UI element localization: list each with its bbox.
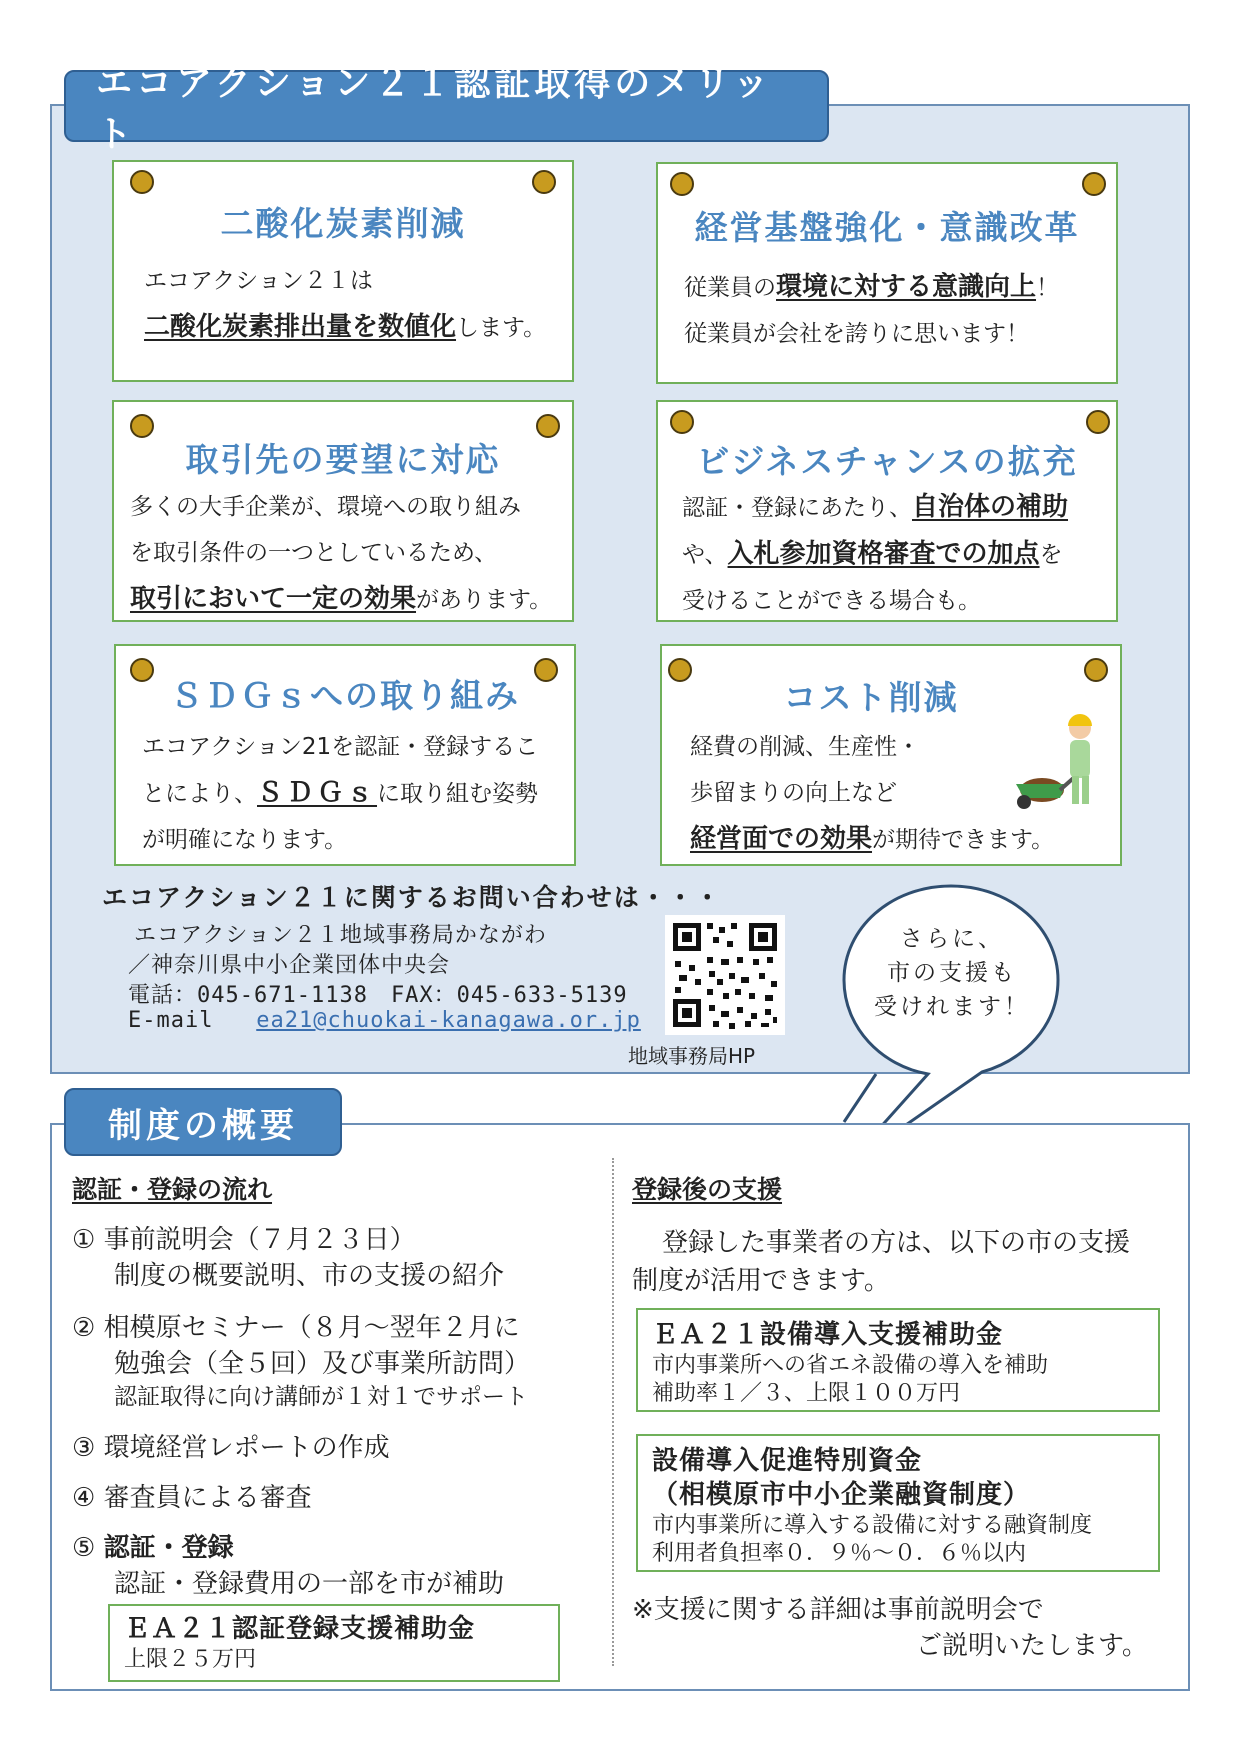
card-title: 取引先の要望に対応 [185,440,501,479]
card-emphasis: 経営面での効果 [690,824,873,854]
support-box-equipment-grant [636,1308,1160,1412]
card-text: 経費の削減、生産性・ [690,734,920,760]
card-text: が明確になります。 [142,827,348,853]
step-2 [72,1310,530,1412]
step-number: ③ [72,1433,96,1463]
card-text: 多くの大手企業が、環境への取り組み [130,494,521,520]
column-divider [612,1158,614,1666]
contact-org2: ／神奈川県中小企業団体中央会 [128,953,451,978]
card-text: を取引条件の一つとしているため、 [130,540,498,566]
card-text: エコアクション21を認証・登録するこ [142,734,539,760]
card-text: エコアクション２１は [144,268,373,294]
bubble-tail-overlap [836,1072,896,1132]
card-body [684,264,1059,357]
bubble-line: 受けれます！ [874,994,1030,1020]
card-title: ビジネスチャンスの拡充 [696,442,1078,481]
support-intro-line: 制度が活用できます。 [632,1266,890,1296]
contact-email-row [128,1008,641,1033]
step-number: ④ [72,1483,96,1513]
pin-icon [1086,410,1110,434]
card-text: とにより、 [142,781,257,807]
card-title: 経営基盤強化・意識改革 [694,208,1080,247]
step-title: 環境経営レポートの作成 [103,1433,390,1463]
step-4 [72,1480,312,1516]
step-sub: 制度の概要説明、市の支援の紹介 [114,1261,505,1291]
pin-icon [532,170,556,194]
support-box-title: ＥＡ２１設備導入支援補助金 [652,1320,1004,1350]
email-label: E-mail [128,1008,214,1033]
card-emphasis: 自治体の補助 [912,492,1069,522]
grant-box-text: 上限２５万円 [124,1647,257,1672]
card-emphasis: 二酸化炭素排出量を数値化 [144,312,457,342]
card-text: 従業員が会社を誇りに思います！ [684,321,1029,347]
card-text: が期待できます。 [872,827,1055,853]
merit-card-clients [112,400,574,622]
merit-card-sdgs [114,644,576,866]
step-number: ① [72,1225,96,1255]
grant-box-title: ＥＡ２１認証登録支援補助金 [124,1614,476,1644]
email-link[interactable]: ea21@chuokai-kanagawa.or.jp [256,1008,641,1033]
card-body [690,724,1054,863]
merits-title [64,63,829,155]
pin-icon [670,172,694,196]
card-text: します。 [456,315,547,341]
contact-org: エコアクション２１地域事務局かながわ [134,923,547,948]
card-text: や、 [682,542,728,568]
support-box-special-fund [636,1434,1160,1572]
support-box-title: 設備導入促進特別資金 [652,1446,923,1476]
pin-icon [1082,172,1106,196]
card-body [130,484,552,623]
card-body [682,484,1068,624]
card-text: に取り組む姿勢 [377,781,539,807]
card-text: を [1039,542,1063,568]
note-line: ご説明いたします。 [916,1631,1148,1661]
bubble-line: さらに、 [900,926,1004,952]
support-heading: 登録後の支援 [632,1175,783,1204]
support-box-text: 利用者負担率０．９％～０．６％以内 [652,1541,1027,1566]
card-text: ！ [1036,275,1060,301]
bubble-line: 市の支援も [887,960,1017,986]
step-number: ⑤ [72,1533,96,1563]
bubble-text [872,922,1032,1024]
step-sub: 認証取得に向け講師が１対１でサポート [114,1384,528,1410]
pin-icon [670,410,694,434]
grant-box [108,1604,560,1682]
card-emphasis: 取引において一定の効果 [130,584,417,614]
support-box-text: 市内事業所への省エネ設備の導入を補助 [652,1353,1049,1378]
card-emphasis: ＳＤＧｓ [257,778,378,808]
note-line: ※支援に関する詳細は事前説明会で [632,1595,1044,1625]
support-box-text: 補助率１／３、上限１００万円 [652,1381,961,1406]
step-title: 勉強会（全５回）及び事業所訪問） [114,1349,531,1379]
card-emphasis: 環境に対する意識向上 [776,272,1037,302]
step-title: 相模原セミナー（８月～翌年２月に [103,1313,520,1343]
card-body [142,724,538,863]
card-text: があります。 [416,587,553,613]
pin-icon [130,170,154,194]
card-text: 従業員の [684,275,776,301]
overview-title [64,1088,342,1156]
merits-title-text: エコアクション２１認証取得のメリット [96,63,773,155]
card-text: 受けることができる場合も。 [682,588,981,614]
card-body [144,258,546,351]
step-title: 審査員による審査 [103,1483,312,1513]
step-5 [72,1530,504,1602]
card-emphasis: 入札参加資格審査での加点 [727,539,1040,569]
card-text: 認証・登録にあたり、 [682,495,912,521]
overview-title-text: 制度の概要 [108,1105,298,1146]
merit-card-business [656,400,1118,622]
merit-card-management [656,162,1118,384]
flow-heading: 認証・登録の流れ [72,1175,273,1204]
contact-heading: エコアクション２１に関するお問い合わせは・・・ [102,883,722,912]
support-box-title: （相模原市中小企業融資制度） [652,1480,1031,1510]
card-title: コスト削減 [783,678,959,717]
qr-code-icon[interactable] [665,915,785,1035]
step-number: ② [72,1313,96,1343]
step-3 [72,1430,390,1466]
card-title: 二酸化炭素削減 [220,204,466,243]
merit-card-co2 [112,160,574,382]
step-1 [72,1222,504,1294]
card-text: 歩留まりの向上など [690,780,897,806]
support-intro-line: 登録した事業者の方は、以下の市の支援 [662,1228,1131,1258]
qr-caption: 地域事務局HP [628,1044,756,1068]
support-note [632,1592,1148,1664]
support-box-text: 市内事業所に導入する設備に対する融資制度 [652,1513,1093,1538]
contact-phone: 電話：045-671-1138 FAX：045-633-5139 [128,983,628,1008]
support-intro [632,1224,1130,1300]
step-title: 認証・登録 [103,1533,234,1563]
worker-wheelbarrow-illustration [1002,706,1106,810]
step-title: 事前説明会（７月２３日） [103,1225,416,1255]
card-title: ＳＤＧｓへの取り組み [170,676,520,715]
merit-card-cost [660,644,1122,866]
step-sub: 認証・登録費用の一部を市が補助 [114,1569,505,1599]
